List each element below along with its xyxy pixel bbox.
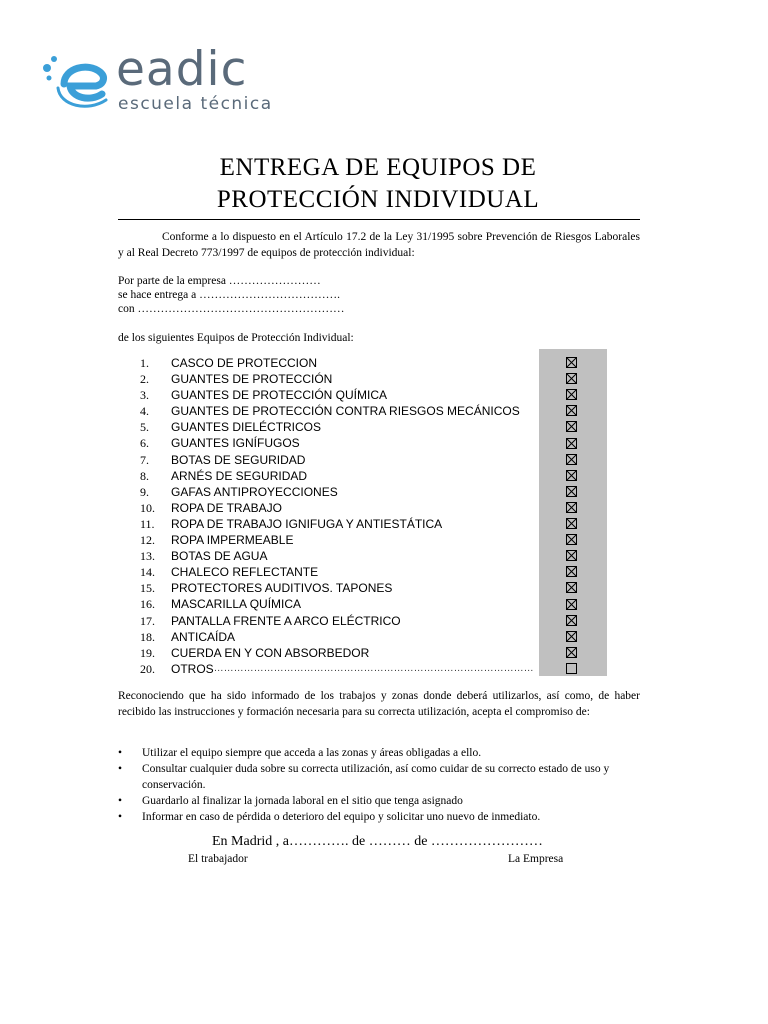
item-number: 19. [140,645,155,660]
commitment-text: Utilizar el equipo siempre que acceda a las zonas y áreas obligadas a ello. [142,747,482,759]
checkbox-cross-icon [567,422,576,431]
commitment-item [118,793,640,809]
item-label: GUANTES DIELÉCTRICOS [171,420,322,435]
equipment-item [140,532,534,548]
empty-checkbox[interactable] [566,663,577,674]
equipment-item [140,419,534,435]
equipment-item [140,387,534,403]
item-number: 3. [140,388,149,403]
equipment-item [140,661,534,677]
equipment-item [140,484,534,500]
checkbox-cross-icon [567,583,576,592]
item-number: 18. [140,629,155,644]
logo-brand: eadic [116,42,248,97]
checkbox-cross-icon [567,374,576,383]
checked-checkbox[interactable] [566,486,577,497]
item-number: 5. [140,420,149,435]
item-number: 6. [140,436,149,451]
checkbox-cross-icon [567,455,576,464]
equipment-item [140,435,534,451]
item-label: BOTAS DE AGUA [171,549,268,564]
item-number: 10. [140,500,155,515]
checkbox-cross-icon [567,471,576,480]
item-number: 8. [140,468,149,483]
checkbox-cross-icon [567,519,576,528]
checked-checkbox[interactable] [566,405,577,416]
item-label: ROPA IMPERMEABLE [171,533,294,548]
checkbox-cross-icon [567,487,576,496]
checked-checkbox[interactable] [566,518,577,529]
checkbox-cross-icon [567,616,576,625]
equipment-item [140,596,534,612]
checked-checkbox[interactable] [566,647,577,658]
commitment-item [118,745,640,761]
item-label: PANTALLA FRENTE A ARCO ELÉCTRICO [171,613,401,628]
equipment-item [140,629,534,645]
item-label: ANTICAÍDA [171,629,236,644]
commitment-text: Consultar cualquier duda sobre su correcta utilización, así como cuidar de su correcto estado de uso y conservación. [142,763,610,791]
eadic-logo [38,42,298,118]
equipment-item [140,613,534,629]
item-number: 4. [140,404,149,419]
item-label: BOTAS DE SEGURIDAD [171,452,306,467]
item-number: 12. [140,533,155,548]
item-number: 16. [140,597,155,612]
intro-paragraph [118,229,640,261]
logo-tagline: escuela técnica [118,94,273,114]
checked-checkbox[interactable] [566,631,577,642]
bullet-icon: • [118,795,123,807]
equipment-item [140,500,534,516]
checkbox-cross-icon [567,551,576,560]
equipment-item [140,516,534,532]
item-label: ARNÉS DE SEGURIDAD [171,468,308,483]
company-signature-label: La Empresa [508,853,564,865]
equipment-item [140,548,534,564]
item-label: CASCO DE PROTECCION [171,356,318,370]
item-number: 15. [140,581,155,596]
acknowledgement-paragraph: Reconociendo que ha sido informado de los trabajos y zonas donde deberá utilizarlos, así como, de haber recibido las instrucciones y formación necesaria para su correcta utilización, acepta el compromiso de: [118,690,640,718]
title-line-2: PROTECCIÓN INDIVIDUAL [216,186,540,213]
equipment-item [140,403,534,419]
con-line: con ……………………………………………… [118,303,345,315]
item-number: 2. [140,372,149,387]
item-number: 14. [140,565,155,580]
equipment-list [140,355,534,677]
checkbox-cross-icon [567,503,576,512]
checkbox-cross-icon [567,600,576,609]
title-line-1: ENTREGA DE EQUIPOS DE [219,154,537,181]
item-label: PROTECTORES AUDITIVOS. TAPONES [171,581,393,596]
item-label: ROPA DE TRABAJO [171,500,282,515]
checked-checkbox[interactable] [566,566,577,577]
item-label: MASCARILLA QUÍMICA [171,597,302,612]
commitment-list [118,745,640,825]
equipment-item [140,580,534,596]
checked-checkbox[interactable] [566,582,577,593]
document-title [118,152,638,216]
checked-checkbox[interactable] [566,389,577,400]
commitment-item [118,809,640,825]
checkbox-cross-icon [567,567,576,576]
list-intro: de los siguientes Equipos de Protección Individual: [118,332,354,344]
checked-checkbox[interactable] [566,373,577,384]
item-number: 13. [140,549,155,564]
checked-checkbox[interactable] [566,438,577,449]
checked-checkbox[interactable] [566,534,577,545]
item-number: 1. [140,356,149,370]
item-label: GUANTES DE PROTECCIÓN CONTRA RIESGOS MECÁNICOS [171,404,520,419]
checked-checkbox[interactable] [566,599,577,610]
checkbox-cross-icon [567,648,576,657]
checkbox-cross-icon [567,390,576,399]
checkbox-cross-icon [567,535,576,544]
checked-checkbox[interactable] [566,421,577,432]
item-label: CHALECO REFLECTANTE [171,565,319,580]
bullet-icon: • [118,763,123,775]
checked-checkbox[interactable] [566,470,577,481]
intro-text: Conforme a lo dispuesto en el Artículo 17.2 de la Ley 31/1995 sobre Prevención de Riesgos Laborales y al Real Decreto 773/1997 de equipos de protección individual: [118,231,640,259]
empresa-line: Por parte de la empresa …………………… [118,275,321,287]
item-label: GUANTES DE PROTECCIÓN QUÍMICA [171,388,388,403]
item-label: GUANTES IGNÍFUGOS [171,436,300,451]
commitment-text: Guardarlo al finalizar la jornada laboral en el sitio que tenga asignado [142,795,463,807]
checkbox-cross-icon [567,406,576,415]
item-number: 20. [140,661,155,676]
item-label: CUERDA EN Y CON ABSORBEDOR [171,645,370,660]
entrega-line: se hace entrega a ………………………………. [118,289,340,301]
item-label: GUANTES DE PROTECCIÓN [171,372,333,387]
equipment-item [140,371,534,387]
item-number: 17. [140,613,155,628]
checkbox-cross-icon [567,358,576,367]
item-number: 9. [140,484,149,499]
empresa-block [118,274,518,316]
item-label: OTROS [171,661,214,676]
equipment-item [140,452,534,468]
commitment-text: Informar en caso de pérdida o deterioro del equipo y solicitar uno nuevo de inmediato. [142,811,541,823]
item-fill-dots: …………………………………………………………………………………… [213,662,534,674]
signature-place-date: En Madrid , a…………. de ……… de …………………… [212,834,543,849]
worker-signature-label: El trabajador [188,853,248,865]
item-number: 7. [140,452,149,467]
item-label: GAFAS ANTIPROYECCIONES [171,484,338,499]
checked-checkbox[interactable] [566,357,577,368]
title-divider [118,219,640,220]
commitment-item [118,761,640,793]
equipment-item [140,645,534,661]
checkbox-cross-icon [567,439,576,448]
checked-checkbox[interactable] [566,550,577,561]
equipment-item [140,564,534,580]
equipment-item [140,468,534,484]
checked-checkbox[interactable] [566,502,577,513]
checked-checkbox[interactable] [566,615,577,626]
checkbox-column [539,349,607,676]
item-number: 11. [140,516,155,531]
equipment-item [140,355,534,371]
item-label: ROPA DE TRABAJO IGNIFUGA Y ANTIESTÁTICA [171,516,443,531]
checkbox-cross-icon [567,632,576,641]
bullet-icon: • [118,811,123,823]
bullet-icon: • [118,747,123,759]
checked-checkbox[interactable] [566,454,577,465]
